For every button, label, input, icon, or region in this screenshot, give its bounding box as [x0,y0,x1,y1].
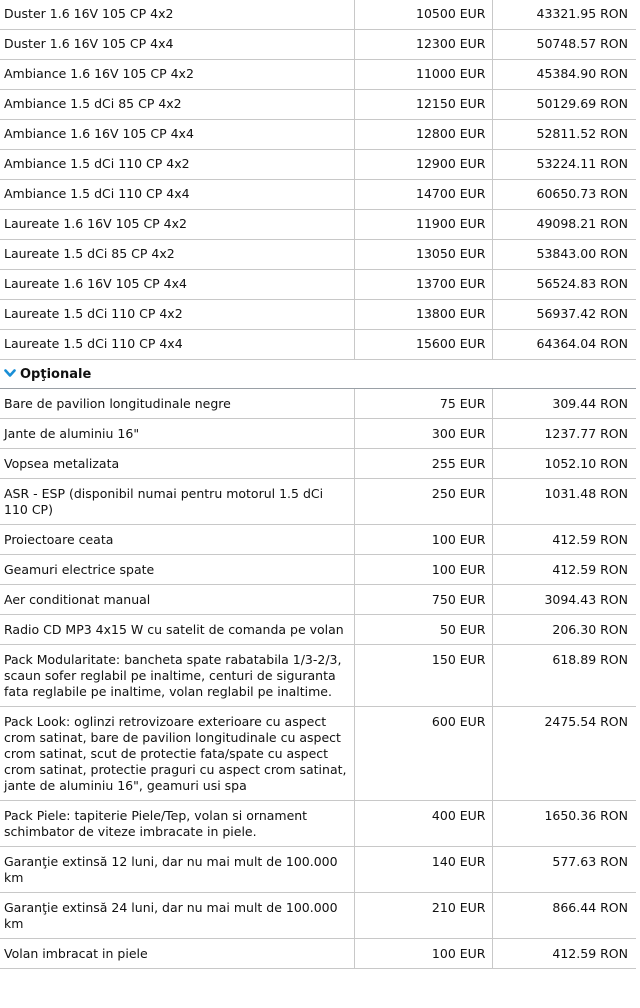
price-ron: 64364.04 RON [492,330,636,360]
table-row [0,645,636,707]
price-ron: 412.59 RON [492,939,636,969]
table-row [0,300,636,330]
price-ron: 43321.95 RON [492,0,636,30]
table-row [0,240,636,270]
table-row [0,801,636,847]
options-section-title: Opţionale [20,367,92,382]
item-name: Laureate 1.6 16V 105 CP 4x4 [0,270,354,300]
options-table-body [0,389,636,969]
item-name: Laureate 1.5 dCi 110 CP 4x4 [0,330,354,360]
price-ron: 1237.77 RON [492,419,636,449]
price-ron: 52811.52 RON [492,120,636,150]
price-eur: 13700 EUR [354,270,492,300]
item-name: Ambiance 1.5 dCi 85 CP 4x2 [0,90,354,120]
table-row [0,389,636,419]
price-ron: 412.59 RON [492,555,636,585]
table-row [0,615,636,645]
price-eur: 750 EUR [354,585,492,615]
item-name: Aer conditionat manual [0,585,354,615]
item-name: Garanţie extinsă 12 luni, dar nu mai mult de 100.000 km [0,847,354,893]
price-ron: 50748.57 RON [492,30,636,60]
table-row [0,419,636,449]
price-eur: 100 EUR [354,939,492,969]
price-ron: 309.44 RON [492,389,636,419]
price-eur: 13800 EUR [354,300,492,330]
table-row [0,939,636,969]
item-name: Laureate 1.6 16V 105 CP 4x2 [0,210,354,240]
table-row [0,449,636,479]
price-ron: 53843.00 RON [492,240,636,270]
table-row [0,847,636,893]
price-ron: 412.59 RON [492,525,636,555]
price-ron: 49098.21 RON [492,210,636,240]
item-name: Ambiance 1.6 16V 105 CP 4x2 [0,60,354,90]
table-row [0,479,636,525]
price-ron: 577.63 RON [492,847,636,893]
item-name: Laureate 1.5 dCi 85 CP 4x2 [0,240,354,270]
price-eur: 210 EUR [354,893,492,939]
price-ron: 56937.42 RON [492,300,636,330]
table-row [0,120,636,150]
price-ron: 618.89 RON [492,645,636,707]
price-ron: 1052.10 RON [492,449,636,479]
item-name: Pack Piele: tapiterie Piele/Tep, volan si ornament schimbator de viteze imbracate in piele. [0,801,354,847]
item-name: Laureate 1.5 dCi 110 CP 4x2 [0,300,354,330]
price-ron: 60650.73 RON [492,180,636,210]
item-name: Pack Look: oglinzi retrovizoare exterioare cu aspect crom satinat, bare de pavilion longitudinale cu aspect crom satinat, scut de protectie fata/spate cu aspect crom satinat, protectie praguri cu aspect crom satinat, jante de aluminiu 16", geamuri usi spa [0,707,354,801]
price-ron: 53224.11 RON [492,150,636,180]
price-eur: 100 EUR [354,525,492,555]
price-ron: 3094.43 RON [492,585,636,615]
item-name: Garanţie extinsă 24 luni, dar nu mai mult de 100.000 km [0,893,354,939]
table-row [0,330,636,360]
table-row [0,60,636,90]
item-name: Vopsea metalizata [0,449,354,479]
price-ron: 1031.48 RON [492,479,636,525]
chevron-down-icon[interactable] [4,367,16,379]
price-eur: 400 EUR [354,801,492,847]
options-section-header[interactable] [0,360,636,389]
price-ron: 206.30 RON [492,615,636,645]
item-name: Duster 1.6 16V 105 CP 4x4 [0,30,354,60]
table-row [0,270,636,300]
models-table-body [0,0,636,360]
price-eur: 255 EUR [354,449,492,479]
price-ron: 866.44 RON [492,893,636,939]
item-name: Radio CD MP3 4x15 W cu satelit de comanda pe volan [0,615,354,645]
item-name: Duster 1.6 16V 105 CP 4x2 [0,0,354,30]
price-eur: 600 EUR [354,707,492,801]
price-ron: 56524.83 RON [492,270,636,300]
item-name: ASR - ESP (disponibil numai pentru motorul 1.5 dCi 110 CP) [0,479,354,525]
price-eur: 100 EUR [354,555,492,585]
price-eur: 15600 EUR [354,330,492,360]
price-eur: 12800 EUR [354,120,492,150]
table-row [0,707,636,801]
price-ron: 2475.54 RON [492,707,636,801]
table-row [0,525,636,555]
price-eur: 11900 EUR [354,210,492,240]
price-eur: 10500 EUR [354,0,492,30]
table-row [0,555,636,585]
price-eur: 13050 EUR [354,240,492,270]
table-row [0,893,636,939]
price-eur: 250 EUR [354,479,492,525]
item-name: Bare de pavilion longitudinale negre [0,389,354,419]
price-ron: 1650.36 RON [492,801,636,847]
price-eur: 14700 EUR [354,180,492,210]
item-name: Jante de aluminiu 16" [0,419,354,449]
item-name: Ambiance 1.5 dCi 110 CP 4x4 [0,180,354,210]
table-row [0,0,636,30]
price-eur: 150 EUR [354,645,492,707]
table-row [0,585,636,615]
table-row [0,30,636,60]
price-eur: 11000 EUR [354,60,492,90]
table-row [0,180,636,210]
price-eur: 75 EUR [354,389,492,419]
item-name: Volan imbracat in piele [0,939,354,969]
item-name: Ambiance 1.6 16V 105 CP 4x4 [0,120,354,150]
price-eur: 300 EUR [354,419,492,449]
price-ron: 45384.90 RON [492,60,636,90]
table-row [0,210,636,240]
item-name: Ambiance 1.5 dCi 110 CP 4x2 [0,150,354,180]
options-section-title-cell[interactable] [0,360,636,389]
price-eur: 50 EUR [354,615,492,645]
table-row [0,90,636,120]
item-name: Pack Modularitate: bancheta spate rabatabila 1/3-2/3, scaun sofer reglabil pe inaltime, centuri de siguranta fata reglabile pe inaltime, volan reglabil pe inaltime. [0,645,354,707]
price-eur: 12300 EUR [354,30,492,60]
price-ron: 50129.69 RON [492,90,636,120]
price-eur: 12150 EUR [354,90,492,120]
item-name: Geamuri electrice spate [0,555,354,585]
price-eur: 12900 EUR [354,150,492,180]
table-row [0,150,636,180]
price-eur: 140 EUR [354,847,492,893]
item-name: Proiectoare ceata [0,525,354,555]
